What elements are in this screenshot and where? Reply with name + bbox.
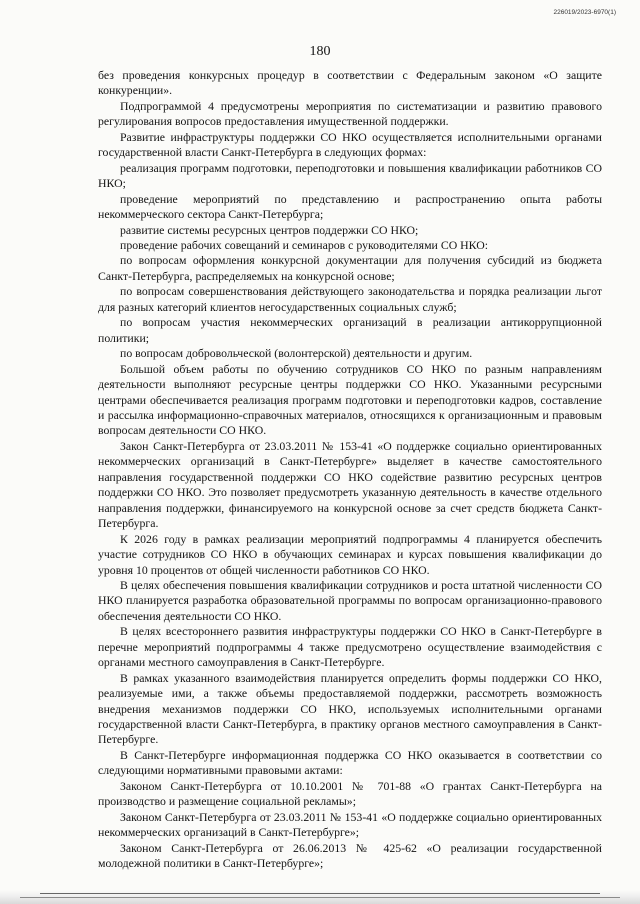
paragraph: Подпрограммой 4 предусмотрены мероприятия по систематизации и развитию правового регулирования вопросов предоставления имущественной поддержки. xyxy=(98,98,602,129)
scan-artifact-line xyxy=(40,893,600,894)
paragraph: В целях всестороннего развития инфраструктуры поддержки СО НКО в Санкт-Петербурге в перечне мероприятий подпрограммы 4 также предусмотрено осуществление взаимодействия с органами местного самоуправления в Санкт-Петербурге. xyxy=(98,624,602,670)
list-item: проведение рабочих совещаний и семинаров с руководителями СО НКО: xyxy=(120,237,489,252)
list-item: развитие системы ресурсных центров поддержки СО НКО; xyxy=(120,222,419,237)
paragraph: Закон Санкт-Петербурга от 23.03.2011 № 153-41 «О поддержке социально ориентированных некоммерческих организаций в Санкт-Петербурге» выделяет в качестве самостоятельного направления государственной поддержки СО НКО содействие развитию ресурсных центров поддержки СО НКО. Это позволяет предусмотреть указанную деятельность в качестве отдельного направления поддержки, финансируемого на конкурсной основе за счет средств бюджета Санкт-Петербурга. xyxy=(98,438,602,531)
list-item: Законом Санкт-Петербурга от 23.03.2011 № 153-41 «О поддержке социально ориентированных некоммерческих организаций в Санкт-Петербурге»; xyxy=(98,809,602,840)
paragraph: В Санкт-Петербурге информационная поддержка СО НКО оказывается в соответствии со следующими нормативными правовыми актами: xyxy=(98,747,602,778)
list-item: по вопросам участия некоммерческих организаций в реализации антикоррупционной политики; xyxy=(98,315,602,345)
page-number: 180 xyxy=(309,44,331,59)
list-item: по вопросам оформления конкурсной документации для получения субсидий из бюджета Санкт-Петербурга, распределяемых на конкурсной основе; xyxy=(98,253,602,283)
list-item: Законом Санкт-Петербурга от 26.06.2013 № 425-62 «О реализации государственной молодежной политики в Санкт-Петербурге»; xyxy=(98,840,602,871)
paragraph: К 2026 году в рамках реализации мероприятий подпрограммы 4 планируется обеспечить участие сотрудников СО НКО в обучающих семинарах и курсах повышения квалификации до уровня 10 процентов от общей численности работников СО НКО. xyxy=(98,531,602,577)
paragraph: Развитие инфраструктуры поддержки СО НКО осуществляется исполнительными органами государственной власти Санкт-Петербурга в следующих формах: xyxy=(98,129,602,160)
document-body xyxy=(98,68,602,872)
document-id: 226019/2023-6970(1) xyxy=(553,9,616,16)
paragraph: В рамках указанного взаимодействия планируется определить формы поддержки СО НКО, реализуемые ими, а также объемы предоставляемой поддержки, рассмотреть возможность внедрения механизмов поддержки СО НКО, используемых исполнительными органами государственной власти Санкт-Петербурга, в практику органов местного самоуправления в Санкт-Петербурге. xyxy=(98,670,602,747)
list-item: проведение мероприятий по представлению и распространению опыта работы некоммерческого сектора Санкт-Петербурга; xyxy=(98,191,602,222)
paragraph: Большой объем работы по обучению сотрудников СО НКО по разным направлениям деятельности выполняют ресурсные центры поддержки СО НКО. Указанными ресурсными центрами обеспечивается реализация программ подготовки и переподготовки кадров, составление и рассылка информационно-справочных материалов, относящихся к организационным и правовым вопросам деятельности СО НКО. xyxy=(98,361,602,438)
list-item: по вопросам совершенствования действующего законодательства и порядка реализации льгот для разных категорий клиентов негосударственных социальных служб; xyxy=(98,284,602,314)
list-item: по вопросам добровольческой (волонтерской) деятельности и другим. xyxy=(120,346,473,361)
paragraph: без проведения конкурсных процедур в соответствии с Федеральным законом «О защите конкуренции». xyxy=(98,68,602,98)
list-item: реализация программ подготовки, переподготовки и повышения квалификации работников СО НКО; xyxy=(98,160,602,191)
scan-artifact-line xyxy=(20,897,620,898)
list-item: Законом Санкт-Петербурга от 10.10.2001 № 701-88 «О грантах Санкт-Петербурга на производство и размещение социальной рекламы»; xyxy=(98,778,602,809)
paragraph: В целях обеспечения повышения квалификации сотрудников и роста штатной численности СО НКО планируется разработка образовательной программы по вопросам организационно-правового обеспечения деятельности СО НКО. xyxy=(98,577,602,623)
